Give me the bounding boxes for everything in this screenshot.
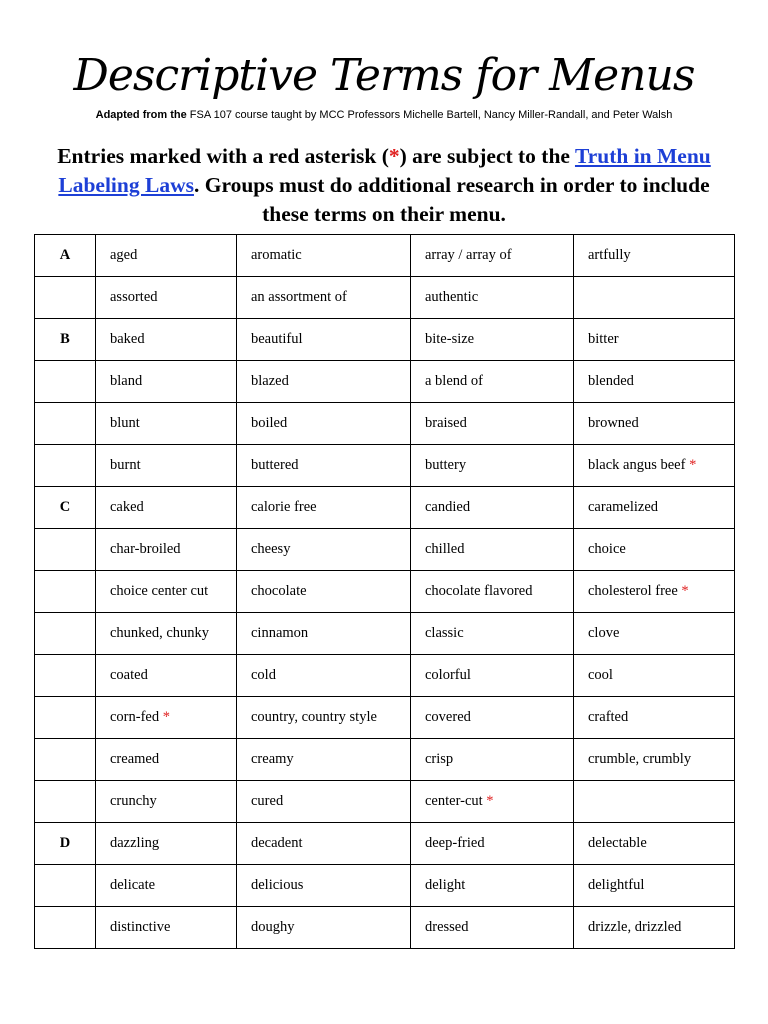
term-cell: [574, 361, 735, 403]
term-text: boiled: [251, 415, 288, 431]
term-text: braised: [425, 415, 467, 431]
term-cell: [96, 487, 237, 529]
term-cell: [411, 361, 574, 403]
red-asterisk: *: [486, 793, 494, 809]
term-text: dazzling: [110, 835, 160, 851]
term-text: country, country style: [251, 709, 377, 725]
term-text: delicious: [251, 877, 304, 893]
credit-course: FSA 107: [189, 109, 232, 121]
term-text: black angus beef: [588, 457, 686, 473]
term-text: browned: [588, 415, 639, 431]
term-text: bite-size: [425, 331, 475, 347]
term-text: beautiful: [251, 331, 303, 347]
term-text: delicate: [110, 877, 156, 893]
term-cell: [574, 571, 735, 613]
term-cell: [96, 361, 237, 403]
letter-cell: [35, 865, 96, 907]
term-text: chilled: [425, 541, 465, 557]
term-text: blunt: [110, 415, 140, 431]
term-text: chocolate: [251, 583, 307, 599]
term-text: cholesterol free: [588, 583, 678, 599]
letter-cell: [35, 781, 96, 823]
letter-cell: [35, 361, 96, 403]
red-asterisk: *: [681, 583, 689, 599]
credit-rest: course taught by MCC Professors Michelle Bartell, Nancy Miller-Randall, and Peter Walsh: [235, 109, 673, 121]
letter-cell: [35, 445, 96, 487]
term-text: crunchy: [110, 793, 157, 809]
term-cell: [411, 781, 574, 823]
table-row: [35, 613, 735, 655]
page-title: Descriptive Terms for Menus: [73, 50, 695, 101]
credit-line: [0, 108, 768, 122]
term-text: colorful: [425, 667, 471, 683]
term-cell: [574, 445, 735, 487]
term-text: calorie free: [251, 499, 317, 515]
term-cell: [96, 823, 237, 865]
intro-text-1: Entries marked with a red asterisk (: [57, 144, 389, 168]
term-text: caked: [110, 499, 144, 515]
term-cell: [574, 277, 735, 319]
term-cell: [237, 361, 411, 403]
letter-cell: D: [35, 823, 96, 865]
term-cell: [574, 907, 735, 949]
term-text: choice center cut: [110, 583, 209, 599]
letter-cell: C: [35, 487, 96, 529]
letter-cell: A: [35, 235, 96, 277]
term-text: authentic: [425, 289, 479, 305]
term-text: cinnamon: [251, 625, 309, 641]
term-text: distinctive: [110, 919, 171, 935]
term-text: deep-fried: [425, 835, 485, 851]
term-cell: [411, 865, 574, 907]
term-cell: [237, 445, 411, 487]
term-text: array / array of: [425, 247, 512, 263]
term-cell: [237, 781, 411, 823]
term-cell: [237, 739, 411, 781]
term-cell: [574, 697, 735, 739]
term-text: classic: [425, 625, 464, 641]
term-cell: [574, 739, 735, 781]
table-row: [35, 571, 735, 613]
term-text: clove: [588, 625, 620, 641]
term-cell: [411, 823, 574, 865]
truth-in-menu-link[interactable]: Truth in Menu Labeling Laws: [58, 144, 711, 197]
table-row: [35, 823, 735, 865]
table-row: [35, 361, 735, 403]
term-cell: [237, 277, 411, 319]
letter-cell: [35, 613, 96, 655]
table-row: [35, 487, 735, 529]
term-cell: [96, 319, 237, 361]
term-cell: [411, 235, 574, 277]
term-text: delight: [425, 877, 466, 893]
term-cell: [96, 571, 237, 613]
term-text: drizzle, drizzled: [588, 919, 682, 935]
term-cell: [237, 403, 411, 445]
term-text: cheesy: [251, 541, 291, 557]
term-text: creamy: [251, 751, 294, 767]
term-cell: [574, 865, 735, 907]
term-text: delightful: [588, 877, 645, 893]
term-cell: [237, 529, 411, 571]
term-cell: [237, 655, 411, 697]
term-text: creamed: [110, 751, 160, 767]
letter-cell: [35, 571, 96, 613]
term-cell: [237, 613, 411, 655]
term-text: center-cut: [425, 793, 483, 809]
term-text: bitter: [588, 331, 619, 347]
term-cell: [237, 571, 411, 613]
term-text: caramelized: [588, 499, 659, 515]
term-cell: [411, 529, 574, 571]
term-cell: [574, 235, 735, 277]
term-text: crisp: [425, 751, 454, 767]
term-text: aromatic: [251, 247, 302, 263]
term-text: delectable: [588, 835, 647, 851]
letter-cell: [35, 655, 96, 697]
term-cell: [237, 823, 411, 865]
term-text: coated: [110, 667, 148, 683]
term-cell: [237, 235, 411, 277]
term-text: corn-fed: [110, 709, 160, 725]
term-text: a blend of: [425, 373, 483, 389]
term-cell: [96, 697, 237, 739]
terms-table: [34, 234, 735, 949]
letter-cell: [35, 907, 96, 949]
term-cell: [411, 319, 574, 361]
term-cell: [96, 235, 237, 277]
table-row: [35, 739, 735, 781]
table-row: [35, 865, 735, 907]
table-row: [35, 655, 735, 697]
term-text: bland: [110, 373, 143, 389]
terms-table-body: [35, 235, 735, 949]
term-text: chocolate flavored: [425, 583, 533, 599]
term-cell: [96, 907, 237, 949]
letter-cell: [35, 529, 96, 571]
term-cell: [574, 655, 735, 697]
term-cell: [96, 655, 237, 697]
term-cell: [96, 277, 237, 319]
term-text: doughy: [251, 919, 295, 935]
table-row: [35, 277, 735, 319]
term-text: assorted: [110, 289, 158, 305]
table-row: [35, 781, 735, 823]
term-cell: [574, 487, 735, 529]
red-asterisk: *: [689, 457, 697, 473]
term-cell: [237, 487, 411, 529]
term-cell: [96, 781, 237, 823]
term-cell: [411, 571, 574, 613]
term-text: buttered: [251, 457, 299, 473]
term-cell: [411, 403, 574, 445]
term-text: buttery: [425, 457, 467, 473]
term-text: blazed: [251, 373, 289, 389]
letter-cell: [35, 403, 96, 445]
term-cell: [411, 655, 574, 697]
table-row: [35, 403, 735, 445]
term-cell: [411, 739, 574, 781]
term-cell: [574, 823, 735, 865]
term-cell: [96, 403, 237, 445]
term-cell: [411, 613, 574, 655]
table-row: [35, 235, 735, 277]
term-text: decadent: [251, 835, 303, 851]
intro-text-2: ) are subject to the: [399, 144, 575, 168]
term-cell: [411, 277, 574, 319]
term-text: char-broiled: [110, 541, 181, 557]
term-cell: [237, 697, 411, 739]
term-text: aged: [110, 247, 138, 263]
term-text: artfully: [588, 247, 631, 263]
term-cell: [96, 529, 237, 571]
term-text: covered: [425, 709, 471, 725]
term-text: an assortment of: [251, 289, 347, 305]
intro-text-3: . Groups must do additional research in order to include these terms on their menu.: [193, 173, 710, 226]
term-cell: [574, 529, 735, 571]
term-text: choice: [588, 541, 626, 557]
term-cell: [411, 907, 574, 949]
term-text: cold: [251, 667, 276, 683]
term-text: baked: [110, 331, 145, 347]
term-text: chunked, chunky: [110, 625, 210, 641]
term-text: candied: [425, 499, 471, 515]
term-text: crumble, crumbly: [588, 751, 692, 767]
table-row: [35, 319, 735, 361]
term-text: dressed: [425, 919, 469, 935]
term-cell: [574, 781, 735, 823]
term-cell: [96, 445, 237, 487]
term-cell: [574, 319, 735, 361]
term-cell: [237, 319, 411, 361]
term-text: burnt: [110, 457, 141, 473]
table-row: [35, 529, 735, 571]
term-cell: [96, 865, 237, 907]
term-cell: [411, 487, 574, 529]
term-text: cool: [588, 667, 613, 683]
intro-asterisk: *: [388, 144, 400, 168]
letter-cell: B: [35, 319, 96, 361]
term-cell: [96, 613, 237, 655]
term-cell: [237, 907, 411, 949]
table-row: [35, 445, 735, 487]
term-text: cured: [251, 793, 284, 809]
term-cell: [96, 739, 237, 781]
credit-prefix: Adapted from the: [95, 109, 187, 121]
term-cell: [574, 403, 735, 445]
term-cell: [237, 865, 411, 907]
table-row: [35, 907, 735, 949]
letter-cell: [35, 739, 96, 781]
term-cell: [574, 613, 735, 655]
term-text: blended: [588, 373, 634, 389]
term-cell: [411, 697, 574, 739]
letter-cell: [35, 697, 96, 739]
term-text: crafted: [588, 709, 629, 725]
intro-paragraph: [40, 142, 728, 229]
term-cell: [411, 445, 574, 487]
red-asterisk: *: [162, 709, 170, 725]
letter-cell: [35, 277, 96, 319]
table-row: [35, 697, 735, 739]
